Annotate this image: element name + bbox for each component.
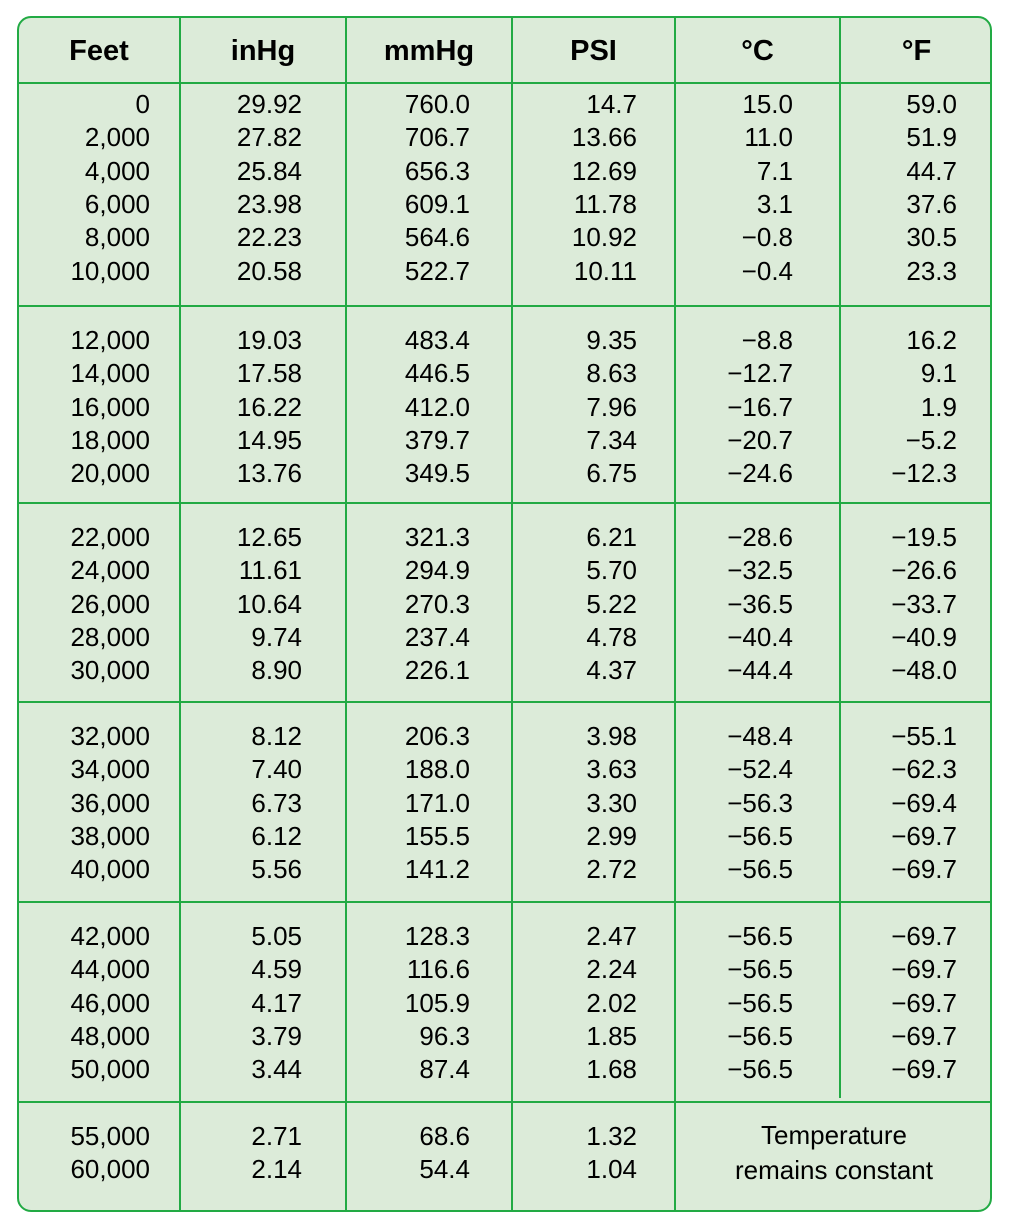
table-row <box>19 357 990 390</box>
cell-feet: 12,000 <box>70 325 150 355</box>
cell-celsius: −40.4 <box>727 621 793 652</box>
cell-psi: 2.02 <box>586 987 637 1018</box>
cell-fahrenheit: 44.7 <box>906 155 957 186</box>
table-row <box>19 720 990 753</box>
cell-fahrenheit: −62.3 <box>891 754 957 785</box>
cell-inhg: 4.17 <box>251 987 302 1018</box>
cell-mmhg: 483.4 <box>404 325 470 355</box>
cell-feet: 22,000 <box>70 522 150 552</box>
cell-psi: 1.32 <box>586 1121 637 1151</box>
cell-mmhg: 656.3 <box>404 155 470 186</box>
cell-feet: 30,000 <box>70 655 150 686</box>
cell-psi: 2.72 <box>586 854 637 885</box>
cell-psi: 3.30 <box>586 787 637 818</box>
table-row <box>19 121 990 154</box>
cell-mmhg: 141.2 <box>404 854 470 885</box>
cell-psi: 3.98 <box>586 721 637 751</box>
cell-mmhg: 206.3 <box>404 721 470 751</box>
table-row <box>19 920 990 953</box>
cell-celsius: −0.4 <box>741 255 793 286</box>
cell-inhg: 23.98 <box>236 188 302 219</box>
cell-celsius: −56.5 <box>727 921 793 951</box>
cell-fahrenheit: −69.7 <box>891 854 957 885</box>
cell-feet: 50,000 <box>70 1054 150 1085</box>
cell-celsius: −20.7 <box>727 424 793 455</box>
cell-feet: 26,000 <box>70 588 150 619</box>
cell-psi: 12.69 <box>571 155 637 186</box>
cell-psi: 3.63 <box>586 754 637 785</box>
temperature-note-line1: Temperature <box>761 1120 907 1150</box>
table-row <box>19 88 990 121</box>
cell-fahrenheit: −19.5 <box>891 522 957 552</box>
cell-inhg: 3.44 <box>251 1054 302 1085</box>
cell-psi: 4.78 <box>586 621 637 652</box>
cell-psi: 1.85 <box>586 1020 637 1051</box>
table-row <box>19 753 990 786</box>
cell-psi: 11.78 <box>573 188 637 219</box>
cell-feet: 44,000 <box>70 954 150 985</box>
cell-mmhg: 522.7 <box>404 255 470 286</box>
cell-celsius: −56.5 <box>727 987 793 1018</box>
header-feet: Feet <box>69 34 129 67</box>
cell-psi: 7.96 <box>586 391 637 422</box>
cell-celsius: −56.5 <box>727 854 793 885</box>
cell-fahrenheit: −69.7 <box>891 954 957 985</box>
cell-psi: 1.04 <box>586 1154 637 1185</box>
cell-feet: 4,000 <box>84 155 150 186</box>
table-row <box>19 188 990 221</box>
cell-fahrenheit: −26.6 <box>891 555 957 586</box>
header-psi: PSI <box>570 34 617 67</box>
cell-inhg: 2.14 <box>251 1154 302 1185</box>
cell-mmhg: 155.5 <box>404 820 470 851</box>
cell-fahrenheit: 37.6 <box>906 188 957 219</box>
cell-feet: 55,000 <box>70 1121 150 1151</box>
cell-mmhg: 349.5 <box>404 458 470 489</box>
cell-feet: 60,000 <box>70 1154 150 1185</box>
cell-celsius: −44.4 <box>727 655 793 686</box>
group-divider <box>19 502 990 504</box>
cell-psi: 5.22 <box>586 588 637 619</box>
cell-psi: 9.35 <box>586 325 637 355</box>
table-row <box>19 1020 990 1053</box>
cell-mmhg: 412.0 <box>404 391 470 422</box>
cell-psi: 4.37 <box>586 655 637 686</box>
cell-inhg: 19.03 <box>236 325 302 355</box>
table-row <box>19 457 990 490</box>
cell-feet: 16,000 <box>70 391 150 422</box>
cell-mmhg: 270.3 <box>404 588 470 619</box>
cell-inhg: 17.58 <box>236 358 302 389</box>
cell-fahrenheit: −69.7 <box>891 1020 957 1051</box>
cell-feet: 18,000 <box>70 424 150 455</box>
cell-feet: 2,000 <box>84 122 150 153</box>
cell-celsius: −48.4 <box>727 721 793 751</box>
cell-inhg: 5.56 <box>251 854 302 885</box>
cell-mmhg: 188.0 <box>404 754 470 785</box>
header-celsius: °C <box>741 34 774 67</box>
cell-inhg: 29.92 <box>236 89 302 119</box>
header-inhg: inHg <box>230 34 296 67</box>
table-row <box>19 1053 990 1086</box>
cell-inhg: 8.90 <box>251 655 302 686</box>
cell-celsius: −56.5 <box>727 820 793 851</box>
cell-fahrenheit: −40.9 <box>891 621 957 652</box>
cell-mmhg: 609.1 <box>404 188 470 219</box>
cell-fahrenheit: 59.0 <box>906 89 957 119</box>
table-row <box>19 554 990 587</box>
cell-mmhg: 760.0 <box>404 89 470 119</box>
cell-celsius: −52.4 <box>727 754 793 785</box>
cell-psi: 6.75 <box>586 458 637 489</box>
cell-psi: 10.11 <box>573 255 637 286</box>
table-row <box>19 255 990 288</box>
cell-feet: 14,000 <box>70 358 150 389</box>
cell-fahrenheit: −69.7 <box>891 921 957 951</box>
cell-celsius: −56.5 <box>727 954 793 985</box>
cell-inhg: 22.23 <box>236 222 302 253</box>
cell-feet: 40,000 <box>70 854 150 885</box>
cell-inhg: 16.22 <box>236 391 302 422</box>
cell-psi: 2.24 <box>586 954 637 985</box>
cell-mmhg: 237.4 <box>404 621 470 652</box>
header-mmhg: mmHg <box>383 34 475 67</box>
cell-fahrenheit: 1.9 <box>920 391 957 422</box>
cell-mmhg: 294.9 <box>404 555 470 586</box>
cell-feet: 36,000 <box>70 787 150 818</box>
cell-psi: 14.7 <box>586 89 637 119</box>
cell-feet: 38,000 <box>70 820 150 851</box>
table-row <box>19 853 990 886</box>
cell-fahrenheit: 9.1 <box>920 358 957 389</box>
cell-mmhg: 54.4 <box>419 1154 470 1185</box>
cell-feet: 0 <box>135 89 150 119</box>
table-row <box>19 521 990 554</box>
cell-celsius: −28.6 <box>727 522 793 552</box>
cell-fahrenheit: 16.2 <box>906 325 957 355</box>
cell-mmhg: 706.7 <box>404 122 470 153</box>
cell-fahrenheit: −69.7 <box>891 820 957 851</box>
cell-inhg: 25.84 <box>236 155 302 186</box>
cell-fahrenheit: −69.7 <box>891 1054 957 1085</box>
cell-mmhg: 226.1 <box>404 655 470 686</box>
cell-inhg: 27.82 <box>236 122 302 153</box>
table-row <box>19 820 990 853</box>
altitude-pressure-table <box>17 16 992 1212</box>
table-row <box>19 324 990 357</box>
group-divider <box>19 701 990 703</box>
cell-psi: 13.66 <box>571 122 637 153</box>
group-divider <box>19 1101 990 1103</box>
cell-psi: 6.21 <box>586 522 637 552</box>
cell-inhg: 6.73 <box>251 787 302 818</box>
table-row <box>19 391 990 424</box>
temperature-note-line2: remains constant <box>735 1155 933 1185</box>
table-row <box>19 588 990 621</box>
cell-mmhg: 96.3 <box>419 1020 470 1051</box>
table-row <box>19 987 990 1020</box>
cell-feet: 32,000 <box>70 721 150 751</box>
table-row <box>19 424 990 457</box>
table-row <box>19 221 990 254</box>
cell-psi: 7.34 <box>586 424 637 455</box>
cell-celsius: −8.8 <box>741 325 793 355</box>
cell-celsius: −56.5 <box>727 1020 793 1051</box>
cell-inhg: 6.12 <box>251 820 302 851</box>
cell-feet: 28,000 <box>70 621 150 652</box>
cell-feet: 34,000 <box>70 754 150 785</box>
table-row <box>19 787 990 820</box>
cell-fahrenheit: −55.1 <box>891 721 957 751</box>
cell-mmhg: 321.3 <box>404 522 470 552</box>
cell-fahrenheit: −12.3 <box>891 458 957 489</box>
cell-feet: 20,000 <box>70 458 150 489</box>
cell-mmhg: 87.4 <box>419 1054 470 1085</box>
cell-inhg: 11.61 <box>238 555 302 586</box>
cell-psi: 5.70 <box>586 555 637 586</box>
cell-inhg: 3.79 <box>251 1020 302 1051</box>
cell-mmhg: 564.6 <box>404 222 470 253</box>
cell-mmhg: 128.3 <box>404 921 470 951</box>
cell-fahrenheit: 23.3 <box>906 255 957 286</box>
cell-inhg: 8.12 <box>251 721 302 751</box>
cell-feet: 46,000 <box>70 987 150 1018</box>
temperature-note <box>676 1118 992 1188</box>
cell-inhg: 14.95 <box>236 424 302 455</box>
cell-celsius: −32.5 <box>727 555 793 586</box>
cell-celsius: −56.5 <box>727 1054 793 1085</box>
cell-celsius: −0.8 <box>741 222 793 253</box>
group-divider <box>19 305 990 307</box>
table-row <box>19 155 990 188</box>
cell-celsius: 11.0 <box>744 122 793 153</box>
cell-mmhg: 116.6 <box>406 954 470 985</box>
cell-inhg: 5.05 <box>251 921 302 951</box>
cell-celsius: −24.6 <box>727 458 793 489</box>
cell-celsius: −16.7 <box>727 391 793 422</box>
header-fahrenheit: °F <box>901 34 932 67</box>
cell-celsius: −36.5 <box>727 588 793 619</box>
cell-fahrenheit: 30.5 <box>906 222 957 253</box>
cell-mmhg: 171.0 <box>404 787 470 818</box>
cell-mmhg: 379.7 <box>404 424 470 455</box>
cell-fahrenheit: −48.0 <box>891 655 957 686</box>
cell-mmhg: 68.6 <box>419 1121 470 1151</box>
cell-fahrenheit: −33.7 <box>891 588 957 619</box>
cell-feet: 10,000 <box>70 255 150 286</box>
table-row <box>19 621 990 654</box>
cell-feet: 24,000 <box>70 555 150 586</box>
group-divider <box>19 901 990 903</box>
cell-celsius: −12.7 <box>727 358 793 389</box>
cell-mmhg: 446.5 <box>404 358 470 389</box>
cell-inhg: 13.76 <box>236 458 302 489</box>
cell-inhg: 10.64 <box>236 588 302 619</box>
cell-inhg: 12.65 <box>236 522 302 552</box>
cell-celsius: 3.1 <box>756 188 793 219</box>
cell-psi: 1.68 <box>586 1054 637 1085</box>
cell-psi: 8.63 <box>586 358 637 389</box>
cell-feet: 8,000 <box>84 222 150 253</box>
cell-mmhg: 105.9 <box>404 987 470 1018</box>
cell-fahrenheit: 51.9 <box>906 122 957 153</box>
cell-feet: 42,000 <box>70 921 150 951</box>
cell-inhg: 4.59 <box>251 954 302 985</box>
cell-celsius: −56.3 <box>727 787 793 818</box>
cell-inhg: 20.58 <box>236 255 302 286</box>
cell-inhg: 9.74 <box>251 621 302 652</box>
table-row <box>19 654 990 687</box>
cell-celsius: 15.0 <box>742 89 793 119</box>
cell-feet: 48,000 <box>70 1020 150 1051</box>
cell-fahrenheit: −5.2 <box>905 424 957 455</box>
cell-celsius: 7.1 <box>756 155 793 186</box>
cell-psi: 10.92 <box>571 222 637 253</box>
cell-inhg: 2.71 <box>251 1121 302 1151</box>
cell-fahrenheit: −69.7 <box>891 987 957 1018</box>
cell-psi: 2.47 <box>586 921 637 951</box>
cell-psi: 2.99 <box>586 820 637 851</box>
cell-fahrenheit: −69.4 <box>891 787 957 818</box>
cell-inhg: 7.40 <box>251 754 302 785</box>
table-row <box>19 953 990 986</box>
cell-feet: 6,000 <box>84 188 150 219</box>
